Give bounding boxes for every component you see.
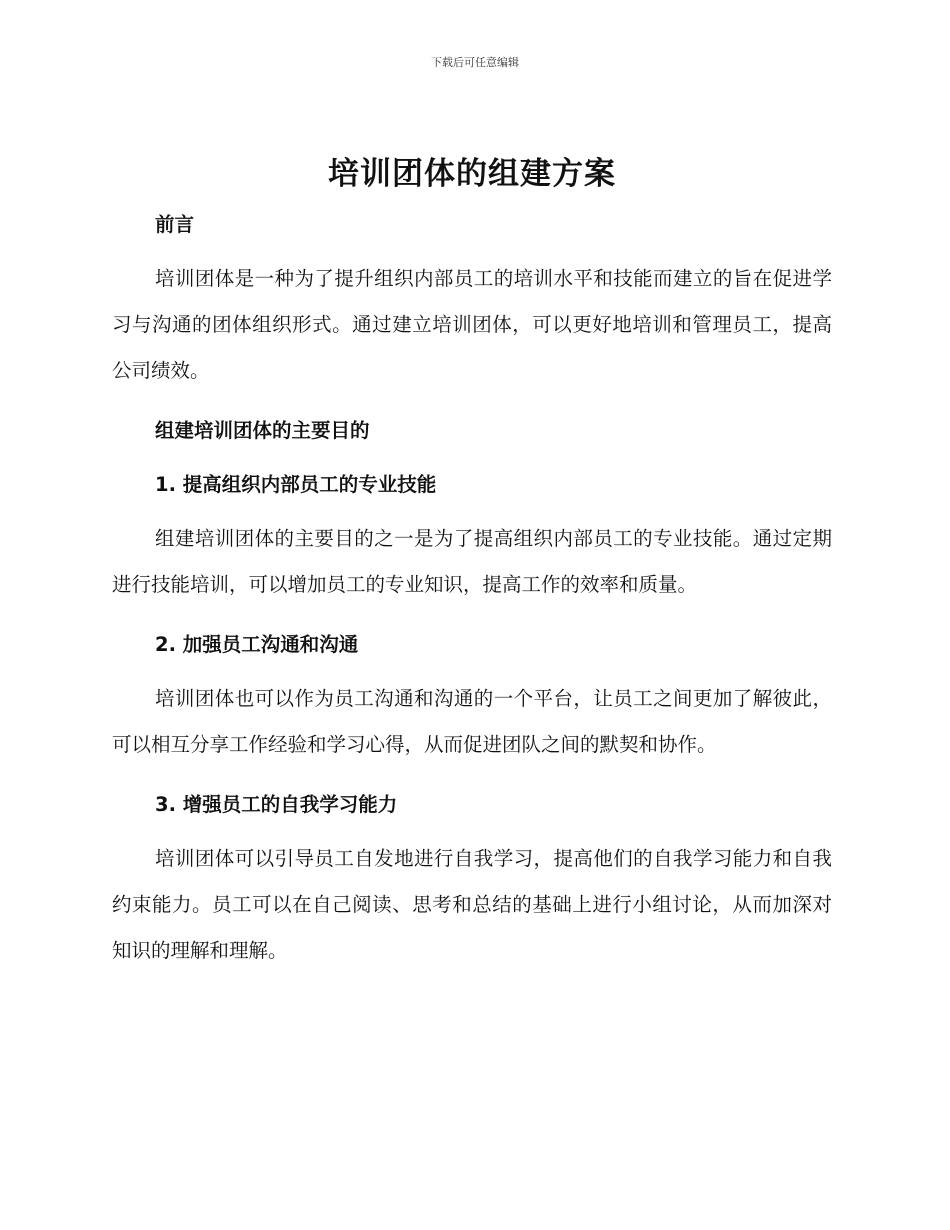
section-heading-self-learning: 3. 增强员工的自我学习能力 (155, 793, 398, 816)
section-heading-skills: 1. 提高组织内部员工的专业技能 (155, 473, 437, 496)
document-body (112, 150, 832, 974)
document-title: 培训团体的组建方案 (328, 156, 616, 192)
section-heading-purpose: 组建培训团体的主要目的 (155, 419, 370, 442)
section-heading-preface: 前言 (155, 213, 195, 236)
section-paragraph-communication: 培训团体也可以作为员工沟通和沟通的一个平台，让员工之间更加了解彼此，可以相互分享工作经验和学习心得，从而促进团队之间的默契和协作。 (112, 687, 832, 756)
section-paragraph-skills: 组建培训团体的主要目的之一是为了提高组织内部员工的专业技能。通过定期进行技能培训，可以增加员工的专业知识，提高工作的效率和质量。 (112, 527, 832, 596)
section-paragraph-preface: 培训团体是一种为了提升组织内部员工的培训水平和技能而建立的旨在促进学习与沟通的团体组织形式。通过建立培训团体，可以更好地培训和管理员工，提高公司绩效。 (112, 267, 832, 382)
section-paragraph-self-learning: 培训团体可以引导员工自发地进行自我学习，提高他们的自我学习能力和自我约束能力。员工可以在自己阅读、思考和总结的基础上进行小组讨论，从而加深对知识的理解和理解。 (112, 847, 832, 962)
header-note: 下载后可任意编辑 (431, 56, 519, 69)
section-heading-communication: 2. 加强员工沟通和沟通 (155, 633, 359, 656)
